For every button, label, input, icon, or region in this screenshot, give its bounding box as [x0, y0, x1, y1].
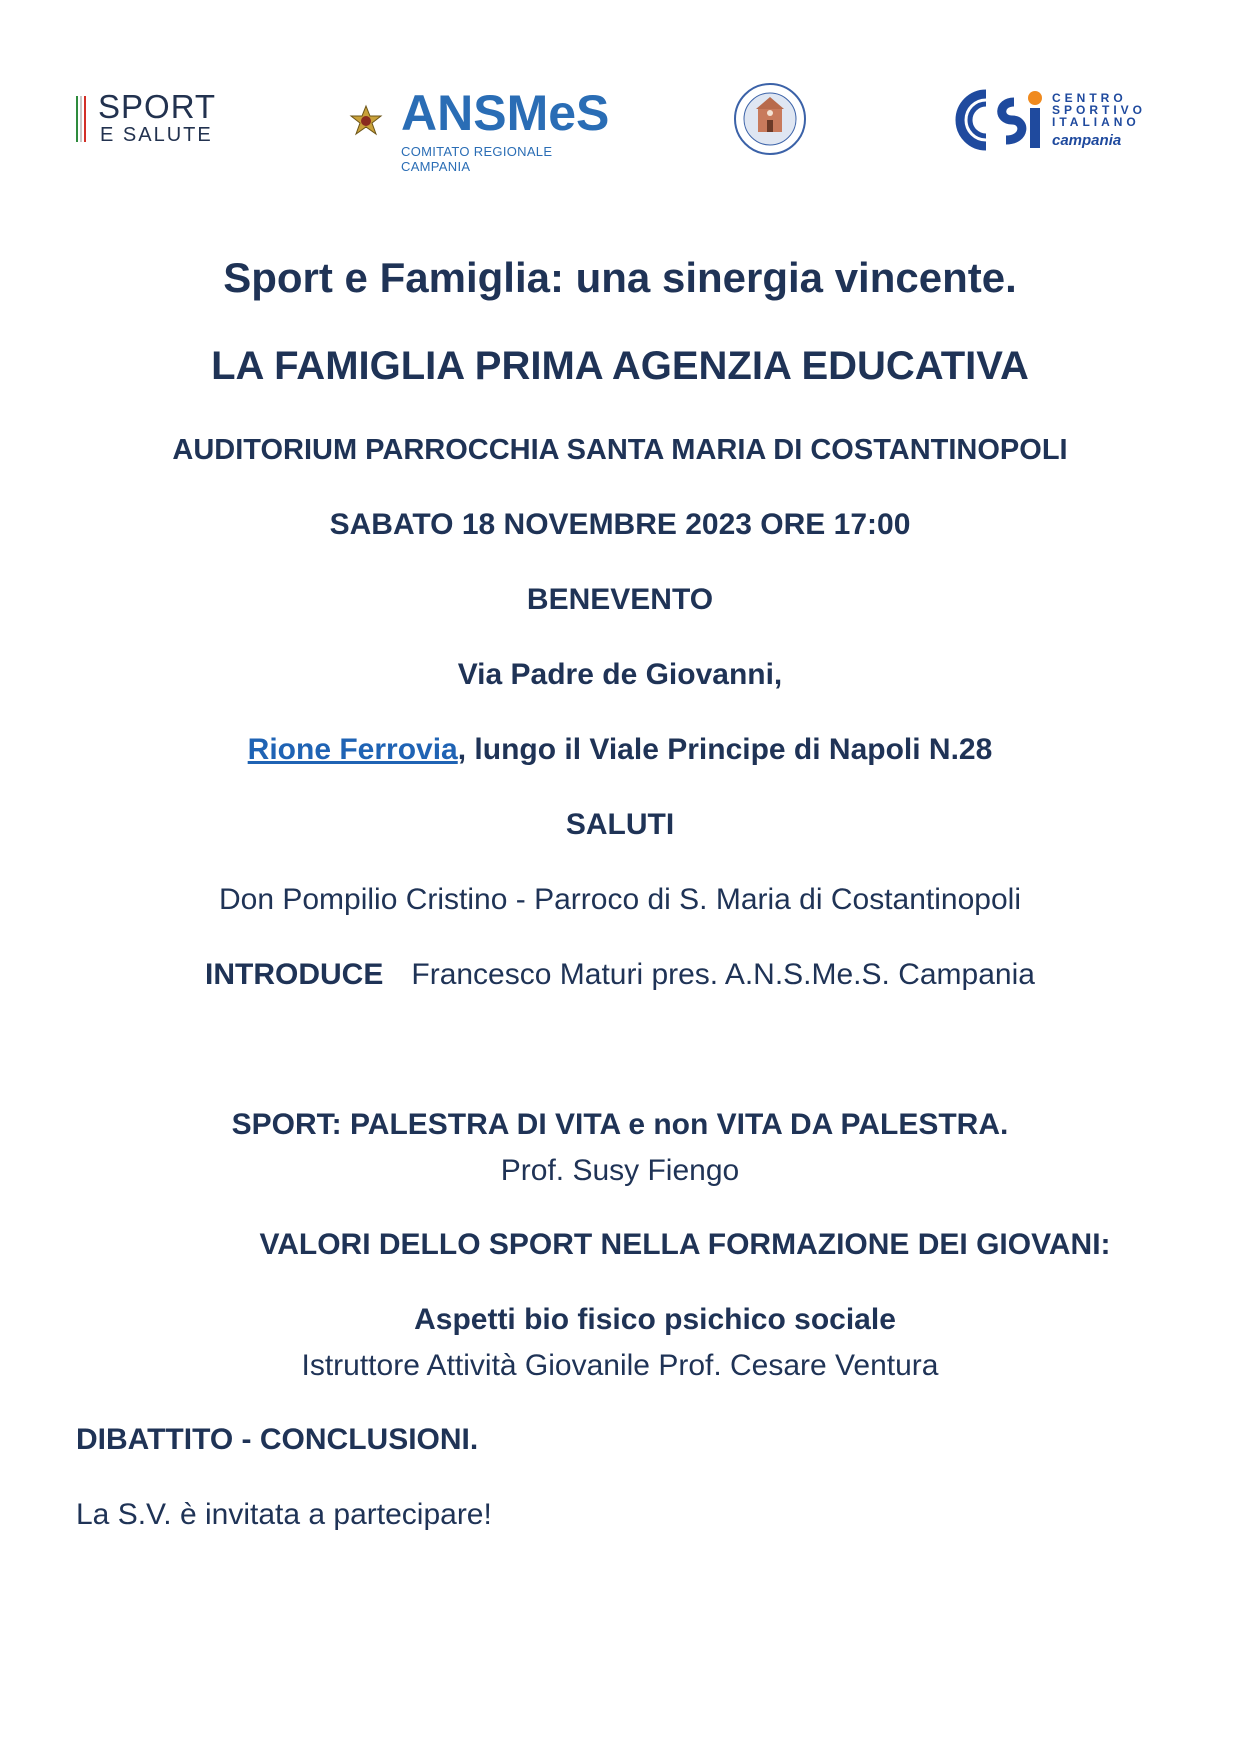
sport-e-salute-logo [76, 90, 236, 150]
logo-bar [0, 78, 1240, 174]
ansmes-name: ANSMeS [401, 85, 610, 141]
csi-line1: CENTRO [1052, 91, 1127, 105]
greetings-heading: SALUTI [565, 808, 675, 841]
crest-icon [349, 104, 383, 140]
greetings-person: Don Pompilio Cristino - Parroco di S. Maria di Costantinopoli [218, 883, 1021, 916]
talk2-speaker: Istruttore Attività Giovanile Prof. Cesare Ventura [301, 1349, 939, 1382]
csi-mark-icon [952, 88, 1048, 152]
ansmes-subtitle: COMITATO REGIONALE CAMPANIA [401, 144, 553, 174]
talk2-subtitle: Aspetti bio fisico psichico sociale [414, 1303, 896, 1336]
ansmes-logo [345, 85, 615, 174]
csi-line3: ITALIANO [1052, 115, 1140, 129]
sport-salute-line2: E SALUTE [100, 124, 213, 146]
address-line1: Via Padre de Giovanni, [457, 658, 783, 691]
intro-person: Francesco Maturi pres. A.N.S.Me.S. Campania [411, 958, 1035, 991]
city: BENEVENTO [526, 583, 714, 616]
address-line2-rest: , lungo il Viale Principe di Napoli N.28 [457, 733, 993, 766]
debate: DIBATTITO - CONCLUSIONI. [76, 1423, 479, 1456]
intro-line [0, 958, 1240, 992]
italian-flag-icon [76, 96, 86, 142]
event-title: Sport e Famiglia: una sinergia vincente. [223, 254, 1017, 301]
talk2-title: VALORI DELLO SPORT NELLA FORMAZIONE DEI GIOVANI: [259, 1228, 1111, 1261]
rione-ferrovia-link[interactable]: Rione Ferrovia [247, 733, 458, 766]
church-seal-icon [733, 82, 807, 156]
intro-label: INTRODUCE [205, 958, 384, 991]
venue: AUDITORIUM PARROCCHIA SANTA MARIA DI COSTANTINOPOLI [172, 434, 1068, 466]
address-line2 [0, 733, 1240, 767]
csi-logo [952, 88, 1152, 158]
csi-region: campania [1052, 132, 1122, 149]
csi-text [1052, 92, 1146, 128]
event-date: SABATO 18 NOVEMBRE 2023 ORE 17:00 [329, 508, 911, 541]
csi-line2: SPORTIVO [1052, 103, 1147, 117]
talk1-title: SPORT: PALESTRA DI VITA e non VITA DA PALESTRA. [231, 1108, 1009, 1141]
talk1-speaker: Prof. Susy Fiengo [500, 1154, 740, 1187]
invitation: La S.V. è invitata a partecipare! [76, 1498, 492, 1531]
event-subtitle: LA FAMIGLIA PRIMA AGENZIA EDUCATIVA [211, 344, 1029, 388]
sport-salute-line1: SPORT [98, 88, 217, 125]
